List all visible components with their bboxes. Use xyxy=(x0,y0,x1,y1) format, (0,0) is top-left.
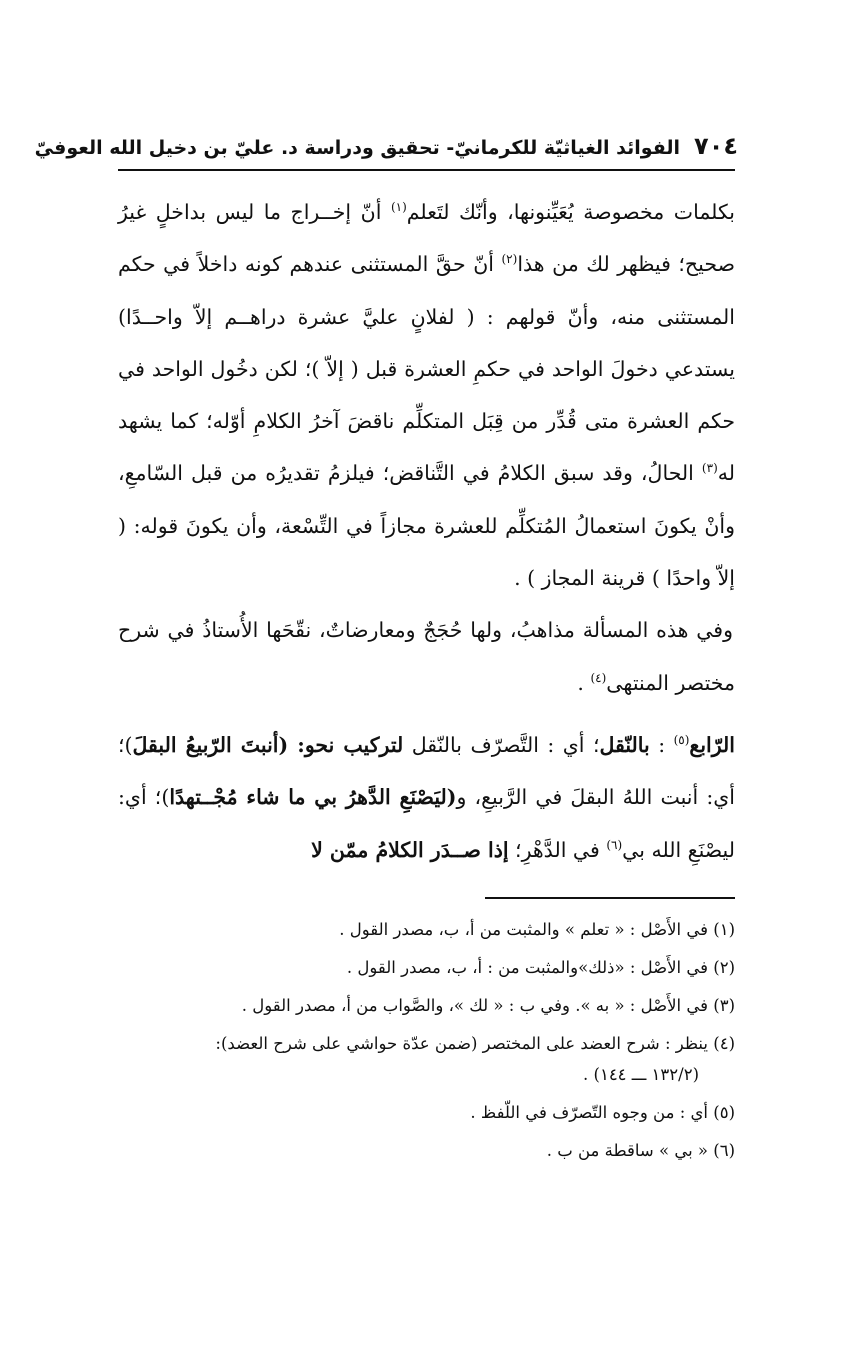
footnote-item: (٥) أي : من وجوه التّصرّف في اللّفظ . xyxy=(470,1103,735,1122)
text-run: )؛ أي: ليصْنَعِ الله بي xyxy=(118,785,735,862)
footnote-divider xyxy=(485,897,735,899)
page-number: ٧٠٤ xyxy=(694,132,738,160)
running-header xyxy=(34,132,738,160)
footnote-ref[interactable]: (٣) xyxy=(701,461,718,476)
text-run: أنّ حقَّ المستثنى عندهم كونه داخلاً في حكم المستثنى منه، وأنّ قولهم : ( لفلانٍ عليَّ عشرة دراهــم إلاّ واحــدًا) يستدعي دخولَ الواحد في حكمِ العشرة قبل ( إلاّ )؛ لكن دخُول الواحد في حكم العشرة متى قُدِّر من قِبَل المتكلِّم ناقضَ آخرُ الكلامِ أوّله؛ كما يشهد له xyxy=(118,252,735,486)
text-run: الحالُ، وقد سبق الكلامُ في التَّناقض؛ فيلزمُ تقديرُه من قبل السّامعِ، وأنْ يكونَ استعمالُ المُتكلِّم للعشرة مجازاً في التِّسْعة، وأن يكونَ قوله: ( إلاّ واحدًا ) قرينة المجاز ) . xyxy=(118,461,735,591)
running-title: الفوائد الغياثيّة للكرمانيّ- تحقيق ودراسة د. عليّ بن دخيل الله العوفيّ xyxy=(34,137,681,159)
text-run: ؛ أي : التَّصرّف بالنّقل xyxy=(403,732,600,757)
section-heading: الرّابع xyxy=(689,732,735,757)
section-paragraph xyxy=(118,719,735,876)
footnote-item: (٣) في الأَصْل : « به ». وفي ب : « لك »، والصَّواب من أ، مصدر القول . xyxy=(241,996,735,1015)
paragraph xyxy=(118,604,735,709)
footnote-item: (٢) في الأَصْل : «ذلك»والمثبت من : أ، ب، مصدر القول . xyxy=(346,958,735,977)
bold-term: إذا صــدَر الكلامُ ممّن لا xyxy=(311,837,509,862)
footnote-ref[interactable]: (٢) xyxy=(501,252,518,267)
footnote-item: (١) في الأَصْل : « تعلم » والمثبت من أ، ب، مصدر القول . xyxy=(339,920,735,939)
footnote-ref[interactable]: (١) xyxy=(390,200,407,215)
text-run: بكلمات مخصوصة يُعَيِّنونها، وأنّك لتَعلم xyxy=(406,200,735,224)
text-run: )؛ أي: أنبت اللهُ البقلَ في الرَّبيعِ، و xyxy=(118,732,735,810)
footnote-ref[interactable]: (٦) xyxy=(606,837,623,852)
footnotes xyxy=(118,914,735,1173)
footnote-item xyxy=(118,1028,735,1090)
text-run: : xyxy=(649,732,674,757)
text-run: وفي هذه المسألة مذاهبُ، ولها حُجَجٌ ومعارضاتٌ، نقّحَها الأُستاذُ في شرح مختصر المنتهى xyxy=(118,618,735,695)
footnote-ref[interactable]: (٥) xyxy=(673,733,690,748)
paragraph xyxy=(118,186,735,604)
text-run: أنّ إخــراج ما ليس بداخلٍ غيرُ صحيح؛ فيظهر لك من هذا xyxy=(118,200,735,277)
footnote-item: (٦) « بي » ساقطة من ب . xyxy=(546,1141,735,1160)
main-text xyxy=(118,186,735,876)
bold-term: بالنّقل xyxy=(599,732,650,757)
bold-example: (ليَصْنَعِ الدَّهرُ بي ما شاء مُجْــتهدًا xyxy=(169,785,457,810)
text-run: . xyxy=(577,670,591,695)
text-run: في الدَّهْرِ؛ xyxy=(508,837,607,862)
footnote-continuation: (١٣٢/٢ ـــ ١٤٤) . xyxy=(583,1065,699,1084)
footnote-ref[interactable]: (٤) xyxy=(590,670,607,685)
header-divider xyxy=(118,169,735,171)
footnote-line: (٤) ينظر : شرح العضد على المختصر (ضمن عدّة حواشي على شرح العضد): xyxy=(215,1034,735,1053)
bold-example: لتركيب نحو: (أنبتَ الرّبيعُ البقلَ xyxy=(132,732,404,757)
